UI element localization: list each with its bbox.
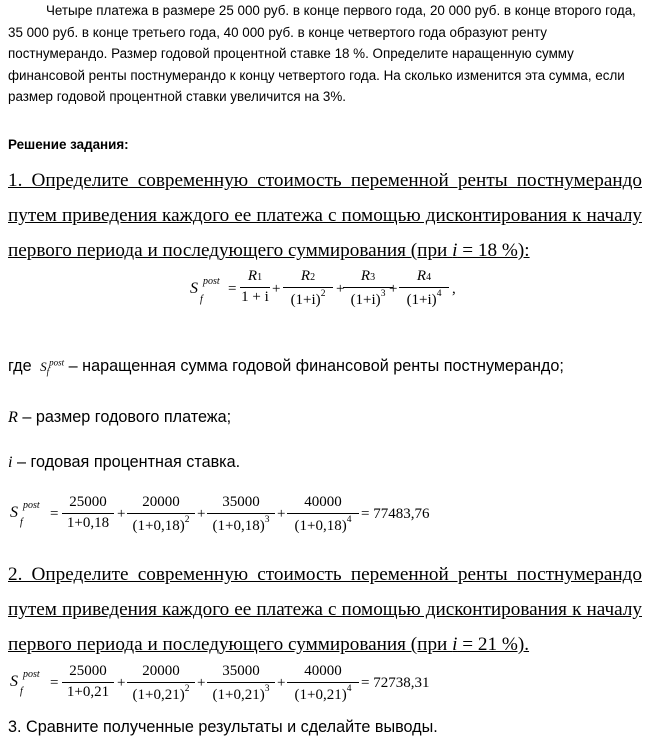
f1-t3-den: (1+0,18) xyxy=(212,518,265,534)
f1-term-2 xyxy=(127,494,195,535)
term3-num-sub: 3 xyxy=(370,272,376,283)
formula-symbol-S: S xyxy=(190,280,198,297)
f1-term-1 xyxy=(62,494,114,532)
problem-statement xyxy=(8,0,640,108)
f2-term-4 xyxy=(287,663,359,704)
f2-term-2 xyxy=(127,663,195,704)
term2-num: R xyxy=(300,268,311,284)
plus-1: + xyxy=(272,281,281,297)
fraction-term-1 xyxy=(240,268,270,306)
f2-t1-num: 25000 xyxy=(62,663,114,683)
definition-i xyxy=(8,453,240,472)
def-i-var: i xyxy=(8,453,13,471)
problem-text: Четыре платежа в размере 25 000 руб. в конце первого года, 20 000 руб. в конце второго года, 35 000 руб. в конце третьего года, 40 000 руб. в конце четвертого года образуют ренту постнумерандо. Размер годовой процентной ставке 18 %. Определите наращенную сумму финансовой ренты постнумерандо к концу четвертого года. На сколько изменится эта сумма, если размер годовой процентной ставки увеличится на 3%. xyxy=(8,3,636,104)
term4-num-sub: 4 xyxy=(426,272,432,283)
step2-text: 2. Определите современную стоимость переменной ренты постнумерандо путем приведения каждого ее платежа с помощью дисконтирования к началу первого периода и последующего суммирования (при xyxy=(8,564,642,655)
solution-heading: Решение задания: xyxy=(8,137,129,152)
f2-t3-den: (1+0,21) xyxy=(212,687,265,703)
f2-t4-den: (1+0,21) xyxy=(294,687,347,703)
term1-num-sub: 1 xyxy=(257,272,263,283)
formula-18-percent: S f post = $\frac{25000}{1+0,18}$ + $\frac{20000}{(1+0,18)^2}$ + $\frac{35000}{(1+0,18)^3}$ + $\frac{40000}{(1+0,18)^4}$ = 77483,76 xyxy=(10,494,430,534)
where-word: где xyxy=(8,357,32,375)
f1-t4-den: (1+0,18) xyxy=(294,518,347,534)
term3-pow: 3 xyxy=(380,289,386,299)
f2-term-3 xyxy=(207,663,275,704)
f1-t2-num: 20000 xyxy=(127,494,195,514)
f2-t2-pow: 2 xyxy=(184,684,190,694)
step2-paragraph xyxy=(8,557,642,662)
fraction-term-4 xyxy=(399,268,449,309)
def-S-symbol: $S_f^{post}$ xyxy=(40,357,65,377)
term1-num: R xyxy=(247,268,258,284)
f2-result: = 72738,31 xyxy=(361,675,430,691)
f2-t4-pow: 4 xyxy=(346,684,352,694)
plus-3: + xyxy=(389,281,398,297)
f2-t2-num: 20000 xyxy=(127,663,195,683)
f2-t3-num: 35000 xyxy=(207,663,275,683)
plus-2: + xyxy=(336,281,345,297)
fraction-term-3 xyxy=(343,268,393,309)
term2-pow: 2 xyxy=(320,289,326,299)
definition-S xyxy=(8,357,564,377)
def-R-text: – размер годового платежа; xyxy=(17,408,232,426)
step3-text: 3. Сравните полученные результаты и сделайте выводы. xyxy=(8,718,438,736)
step1-rate-var: i xyxy=(452,240,458,261)
step1-rate: = 18 %): xyxy=(457,240,530,261)
def-R-var: R xyxy=(8,408,18,426)
f2-t4-num: 40000 xyxy=(287,663,359,683)
f1-t4-num: 40000 xyxy=(287,494,359,514)
step2-rate: = 21 %). xyxy=(457,634,530,655)
step1-text: 1. Определите современную стоимость переменной ренты постнумерандо путем приведения каждого ее платежа с помощью дисконтирования к началу первого периода и последующего суммирования (при xyxy=(8,170,642,261)
term4-pow: 4 xyxy=(436,289,442,299)
formula-21-percent: S f post = $\frac{25000}{1+0,21}$ + $\frac{20000}{(1+0,21)^2}$ + $\frac{35000}{(1+0,21)^3}$ + $\frac{40000}{(1+0,21)^4}$ = 72738,31 xyxy=(10,663,430,703)
step1-paragraph xyxy=(8,163,642,268)
f1-t2-pow: 2 xyxy=(184,515,190,525)
f1-t1-den: 1+0,18 xyxy=(66,515,110,531)
f1-t4-pow: 4 xyxy=(346,515,352,525)
f1-t3-pow: 3 xyxy=(264,515,270,525)
f2-term-1 xyxy=(62,663,114,701)
term4-num: R xyxy=(416,268,427,284)
formula-tail: , xyxy=(452,281,456,297)
f2-t3-pow: 3 xyxy=(264,684,270,694)
term4-den: (1+i) xyxy=(406,292,437,308)
term2-den: (1+i) xyxy=(290,292,321,308)
term3-num: R xyxy=(360,268,371,284)
formula-equals: = xyxy=(228,281,237,297)
step2-rate-var: i xyxy=(452,634,458,655)
f1-result: = 77483,76 xyxy=(361,506,430,522)
f1-t1-num: 25000 xyxy=(62,494,114,514)
term1-den: 1 + i xyxy=(241,289,269,305)
f1-t2-den: (1+0,18) xyxy=(132,518,185,534)
f2-t1-den: 1+0,21 xyxy=(66,684,110,700)
f2-t2-den: (1+0,21) xyxy=(132,687,185,703)
def-S-text: – наращенная сумма годовой финансовой ренты постнумерандо; xyxy=(64,357,564,375)
formula-symbol-sub: f xyxy=(200,294,203,305)
definition-R xyxy=(8,408,231,427)
fraction-term-2 xyxy=(283,268,333,309)
formula-symbol-sup: post xyxy=(203,276,220,287)
def-i-text: – годовая процентная ставка. xyxy=(12,453,241,471)
f1-term-3 xyxy=(207,494,275,535)
f1-t3-num: 35000 xyxy=(207,494,275,514)
term3-den: (1+i) xyxy=(350,292,381,308)
general-formula xyxy=(0,268,649,328)
term2-num-sub: 2 xyxy=(310,272,316,283)
f1-term-4 xyxy=(287,494,359,535)
